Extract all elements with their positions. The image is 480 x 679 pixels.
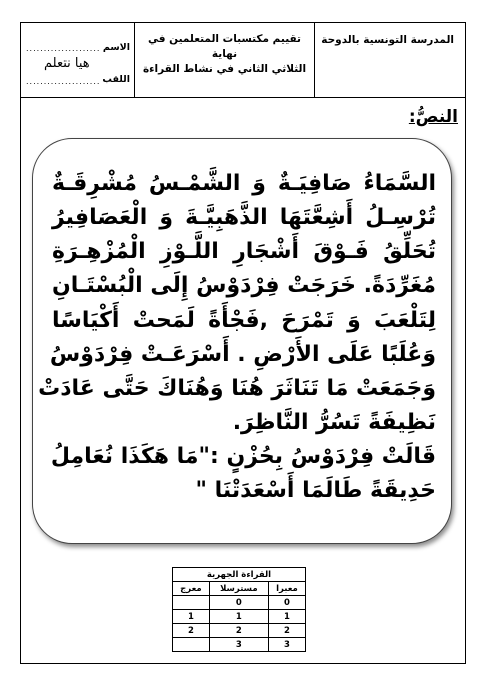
column-header: معرج [173, 582, 210, 596]
score-table [172, 567, 306, 652]
score-cell [173, 638, 210, 652]
name-dots: ..................... [26, 44, 101, 53]
table-row [173, 610, 306, 624]
text-line: تُرْسِـلُ أَشِعَّتَهَا الذَّهَبِيَّـةَ وَ الْعَصَافِيرُ [52, 205, 436, 230]
score-cell: 2 [173, 624, 210, 638]
table-row [173, 624, 306, 638]
school-name: المدرسة التونسية بالدوحة [321, 34, 454, 46]
score-cell: 0 [209, 596, 268, 610]
table-row [173, 638, 306, 652]
text-heading: النصُّ: [408, 107, 458, 127]
text-line: قَالَتْ فِرْدَوْسُ بِحُزْنٍ :"مَا هَكَذَا نُعَامِلُ [50, 444, 436, 469]
score-cell [173, 596, 210, 610]
column-header: مسترسلا [209, 582, 268, 596]
assessment-title [139, 32, 310, 77]
score-cell: 0 [268, 596, 305, 610]
student-info-cell [20, 22, 135, 97]
school-cell [315, 22, 466, 97]
text-line: مُغَرِّدَةً. خَرَجَتْ فِرْدَوْسُ إِلَى الْبُسْتَـانِ [52, 273, 436, 298]
score-cell: 2 [268, 624, 305, 638]
name-label: الاسم [102, 42, 130, 53]
text-line: نَظِيفَةً تَسُرُّ النَّاظِرَ. [232, 410, 436, 435]
title-cell [135, 22, 315, 97]
score-cell: 2 [209, 624, 268, 638]
text-line: تُحَلِّقُ فَـوْقَ أَشْجَارِ اللَّـوْزِ الْمُزْهِـرَةِ [52, 239, 436, 264]
score-table-title: القراءة الجهرية [173, 568, 306, 582]
handwritten-name: هيا نتعلم [44, 56, 90, 71]
title-line-1: تقييم مكتسبات المتعلمين في نهاية [148, 33, 301, 60]
text-line: السَّمَاءُ صَافِيَـةٌ وَ الشَّمْـسُ مُشْرِقَـةٌ [52, 171, 436, 196]
text-line: لِتَلْعَبَ وَ تَمْرَحَ ,فَجْأَةً لَمَحتْ أَكْيَاسًا [52, 308, 436, 333]
text-line: حَدِيقَةً طَالَمَا أَسْعَدَتْنَا " [195, 478, 436, 503]
score-cell: 3 [268, 638, 305, 652]
text-line: وَعُلَبًا عَلَى الأَرْضِ . أَسْرَعَـتْ فِرْدَوْسُ [49, 342, 436, 367]
text-line: وَجَمَعَتْ مَا تَنَاثَرَ هُنَا وَهُنَاكَ حَتَّى عَادَتْ [38, 376, 436, 401]
score-cell: 1 [173, 610, 210, 624]
title-line-2: الثلاثي الثاني في نشاط القراءة [142, 63, 307, 75]
score-cell: 3 [209, 638, 268, 652]
table-row [173, 596, 306, 610]
column-header: معبرا [268, 582, 305, 596]
score-cell: 1 [209, 610, 268, 624]
header-table [20, 22, 466, 98]
surname-dots: ..................... [26, 77, 101, 86]
score-cell: 1 [268, 610, 305, 624]
surname-label: اللقب [102, 74, 130, 85]
